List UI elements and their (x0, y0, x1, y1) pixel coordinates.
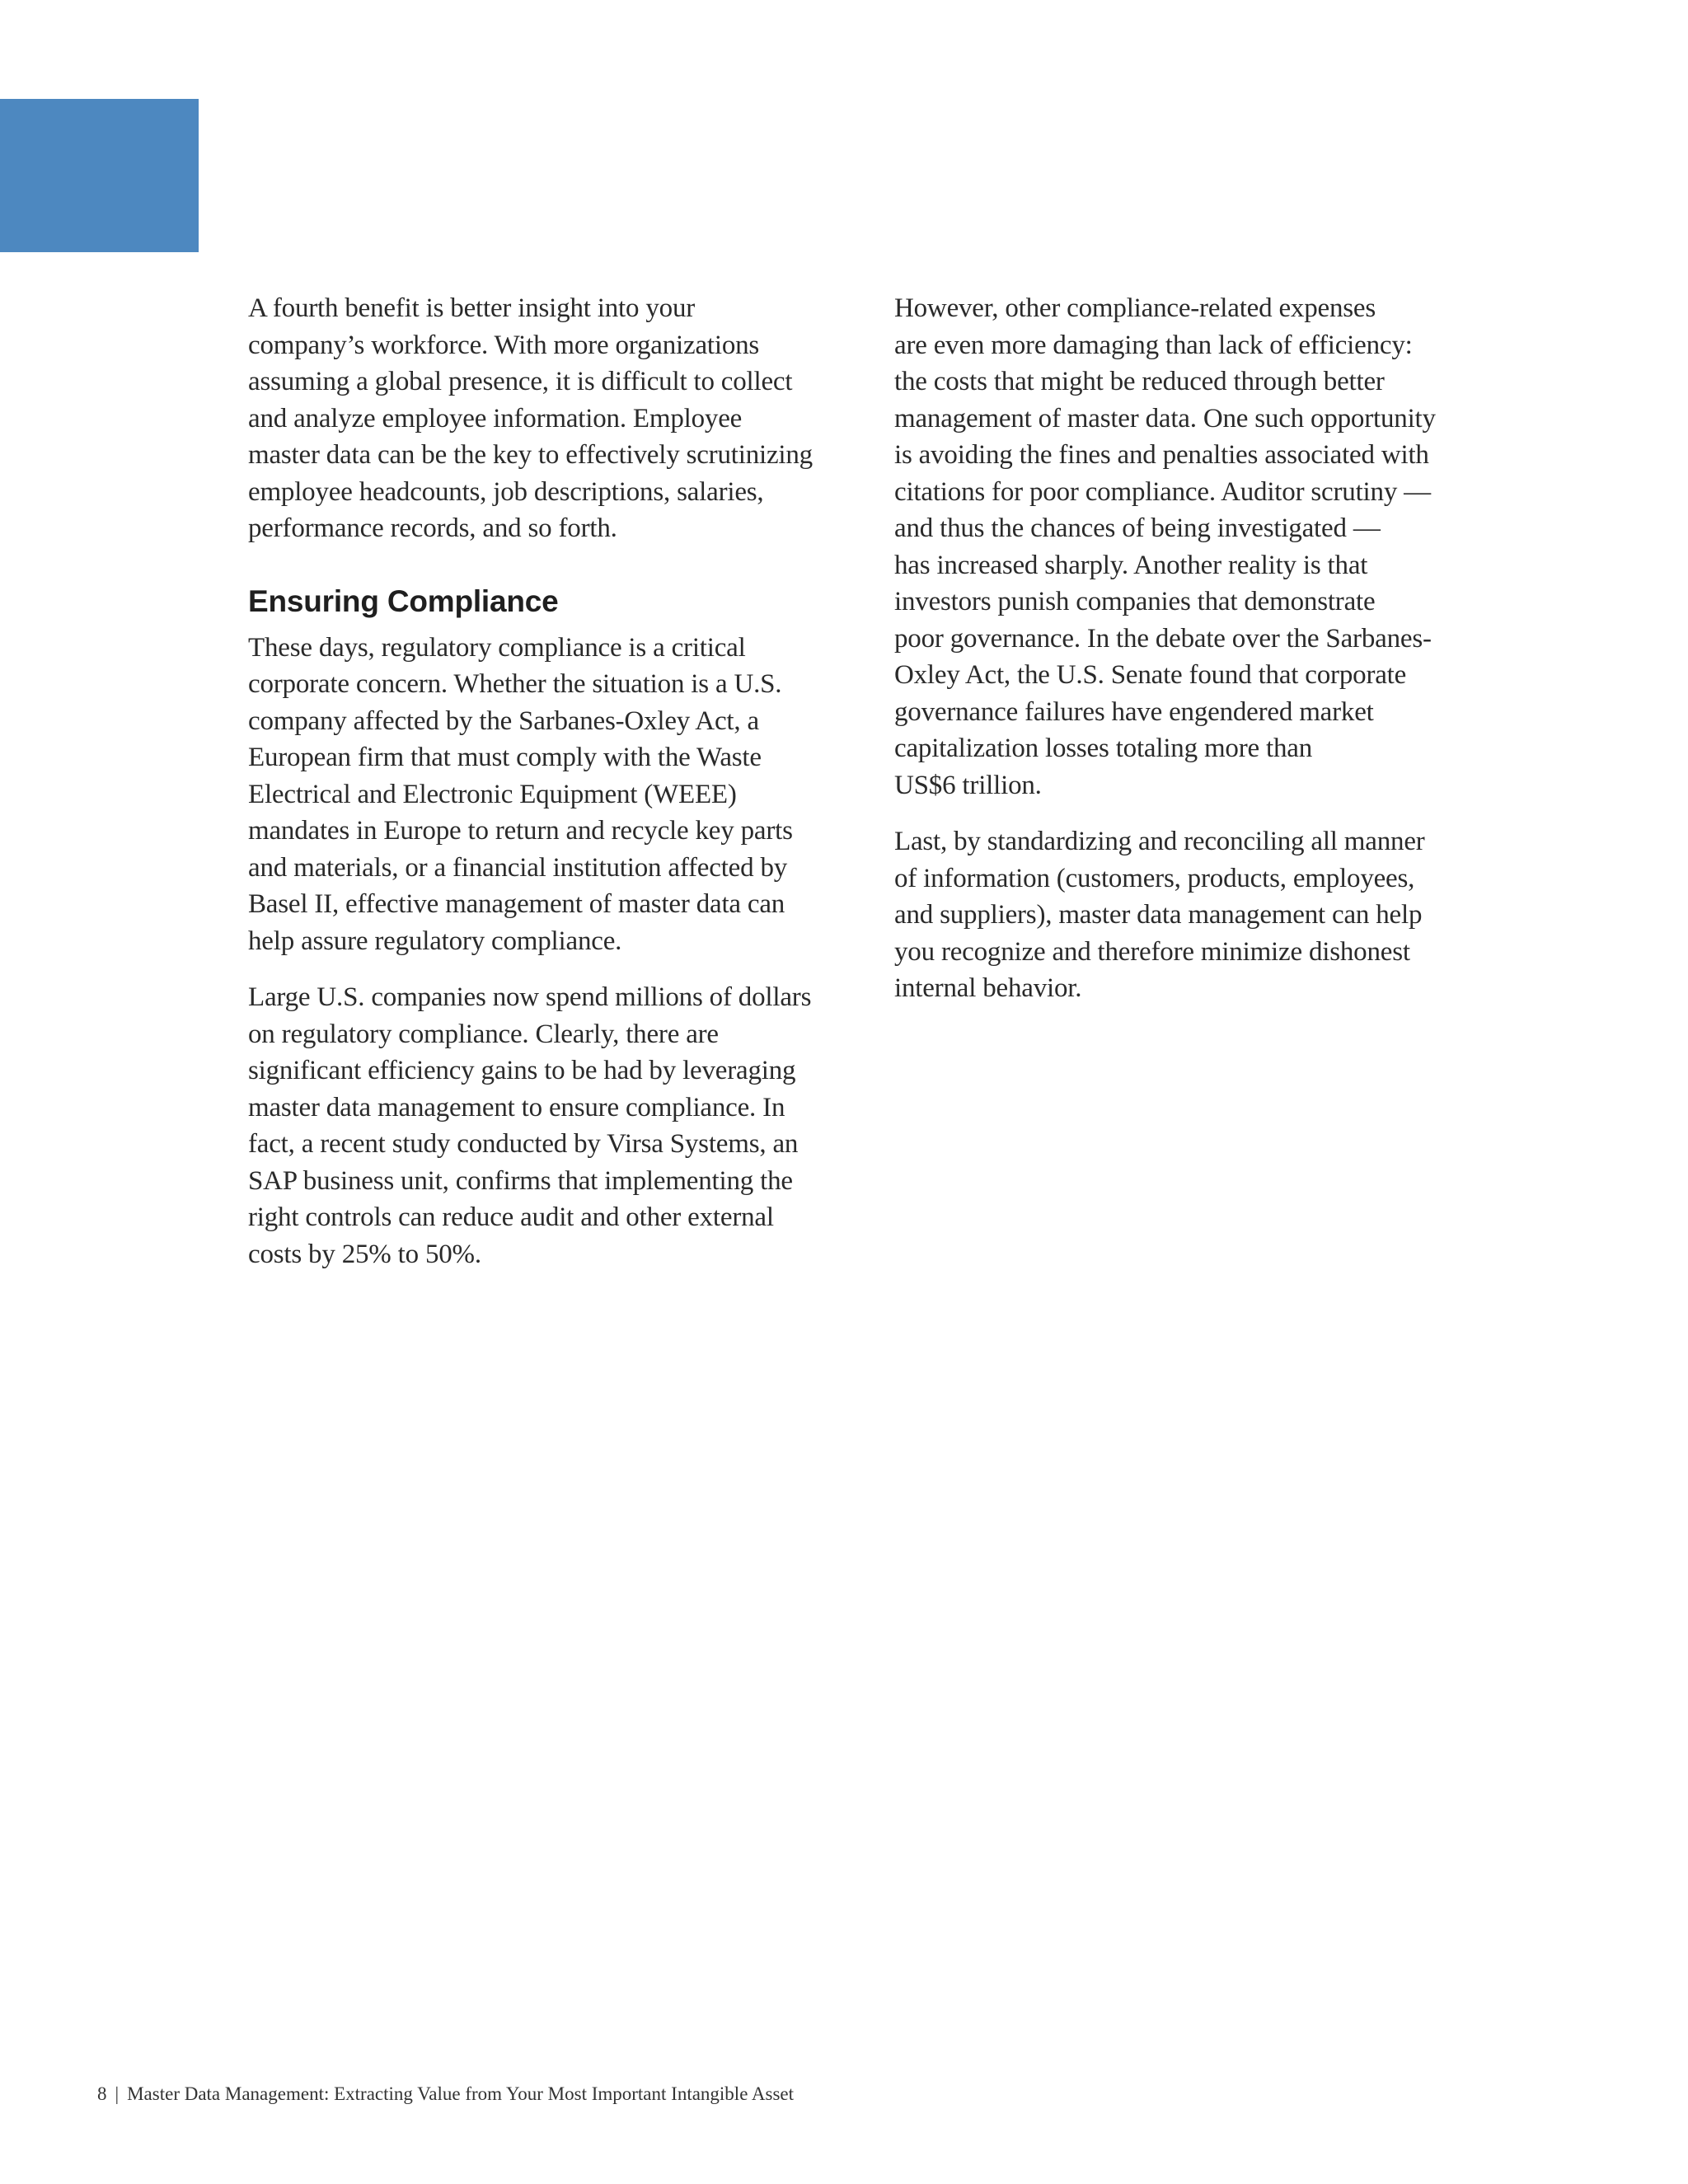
footer-separator: | (115, 2083, 120, 2104)
accent-color-block (0, 99, 199, 252)
paragraph-workforce-insight: A fourth benefit is better insight into your company’s workforce. With more organizations assuming a global presence, it is difficult to collect and analyze employee information. Employee master data can be the key to effectively scrutinizing employee headcounts, job descriptions, salaries, performance records, and so forth. (248, 293, 813, 543)
paragraph-dishonest-behavior: Last, by standardizing and reconciling all manner of information (customers, products, employees, and suppliers), master data management can help you recognize and therefore minimize dishonest internal behavior. (894, 827, 1425, 1003)
left-column (248, 290, 858, 1292)
document-title: Master Data Management: Extracting Value from Your Most Important Intangible Asset (127, 2083, 794, 2104)
paragraph-compliance-spending: Large U.S. companies now spend millions of dollars on regulatory compliance. Clearly, there are significant efficiency gains to be had by leveraging master data management to ensure compliance. In fact, a recent study conducted by Virsa Systems, an SAP business unit, confirms that implementing the right controls can reduce audit and other external costs by 25% to 50%. (248, 982, 812, 1269)
section-heading: Ensuring Compliance (248, 583, 559, 618)
paragraph-compliance-expenses: However, other compliance-related expenses are even more damaging than lack of efficiency: the costs that might be reduced through better management of master data. One such opportunity is avoiding the fines and penalties associated with citations for poor compliance. Auditor scrutiny — and thus the chances of being investigated — has increased sharply. Another reality is that investors punish companies that demonstrate poor governance. In the debate over the Sarbanes- Oxley Act, the U.S. Senate found that corporate governance failures have engendered market capitalization losses totaling more than US$6 trillion. (894, 293, 1436, 800)
right-column (894, 290, 1508, 1027)
page-number: 8 (97, 2083, 107, 2104)
paragraph-regulatory-compliance: These days, regulatory compliance is a critical corporate concern. Whether the situation is a U.S. company affected by the Sarbanes-Oxley Act, a European firm that must comply with the Waste Electrical and Electronic Equipment (WEEE) mandates in Europe to return and recycle key parts and materials, or a financial institution affected by Basel II, effective management of master data can help assure regulatory compliance. (248, 632, 793, 956)
page-footer (97, 2083, 794, 2106)
